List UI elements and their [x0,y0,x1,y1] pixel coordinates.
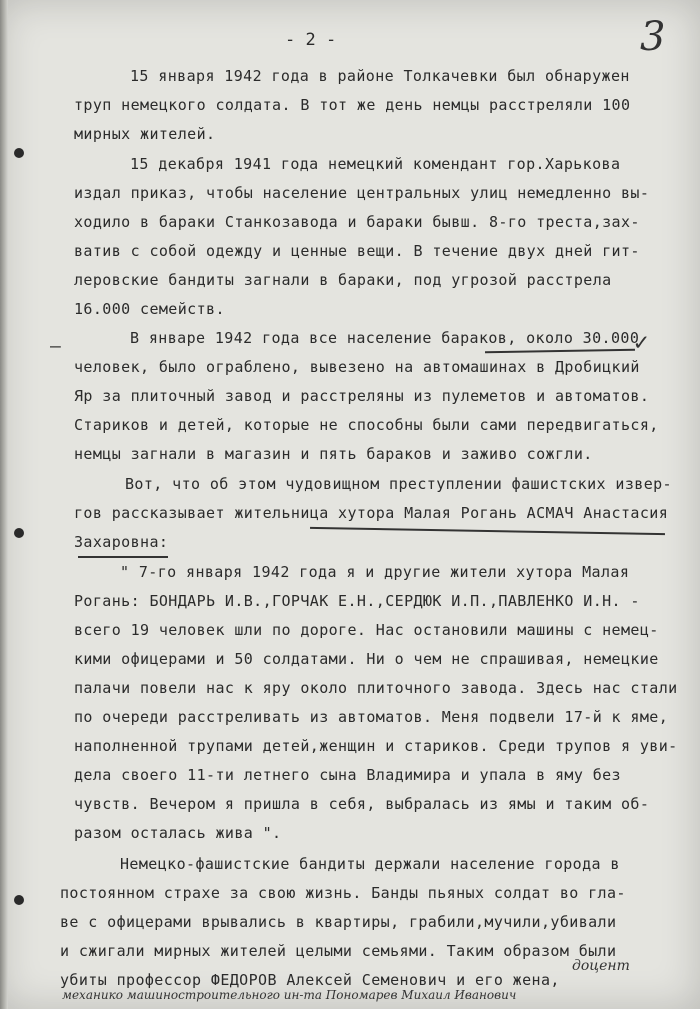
margin-dash-mark: — [50,336,61,357]
text-line: ходило в бараки Станкозавода и бараки бывш. 8-го треста,зах- [74,213,640,231]
text-line: чувств. Вечером я пришла в себя, выбралась из ямы и таким об- [74,795,650,813]
text-line: ватив с собой одежду и ценные вещи. В течение двух дней гит- [74,242,640,260]
text-line: разом осталась жива ". [74,824,282,842]
page-number: - 2 - [285,30,337,50]
text-line: всего 19 человек шли по дороге. Нас остановили машины с немец- [74,621,659,639]
text-line: дела своего 11-ти летнего сына Владимира и упала в яму без [74,766,621,784]
text-line: гов рассказывает жительница хутора Малая Рогань АСМАЧ Анастасия [74,504,669,522]
text-line: убиты профессор ФЕДОРОВ Алексей Семенович и его жена, [60,971,560,989]
text-line: мирных жителей. [74,125,216,143]
text-line: наполненной трупами детей,женщин и стариков. Среди трупов я уви- [74,737,678,755]
handwritten-insert: механико машиностроительного ин-та Пономарев Михаил Иванович [62,988,517,1002]
text-line: труп немецкого солдата. В тот же день немцы расстреляли 100 [74,96,631,114]
text-line: леровские бандиты загнали в бараки, под угрозой расстрела [74,271,612,289]
text-line: 15 января 1942 года в районе Толкачевки был обнаружен [130,67,630,85]
text-line: " 7-го января 1942 года я и другие жители хутора Малая [120,563,630,581]
text-line: В январе 1942 года все население бараков, около 30.000 [130,329,640,347]
text-line: по очереди расстреливать из автоматов. Меня подвели 17-й к яме, [74,708,669,726]
text-line: Вот, что об этом чудовищном преступлении фашистских извер- [125,475,672,493]
text-line: постоянном страхе за свою жизнь. Банды пьяных солдат во гла- [60,884,626,902]
text-line: Рогань: БОНДАРЬ И.В.,ГОРЧАК Е.Н.,СЕРДЮК И.П.,ПАВЛЕНКО И.Н. - [74,592,640,610]
text-line: человек, было ограблено, вывезено на автомашинах в Дробицкий [74,358,640,376]
text-line: ве с офицерами врывались в квартиры, грабили,мучили,убивали [60,913,617,931]
punch-hole [14,528,24,538]
punch-hole [14,895,24,905]
text-line: Стариков и детей, которые не способны были сами передвигаться, [74,416,659,434]
text-line: 15 декабря 1941 года немецкий комендант гор.Харькова [130,155,621,173]
handwritten-insert: доцент [572,958,630,974]
punch-hole [14,148,24,158]
check-mark-icon: ✓ [634,328,649,356]
text-line: 16.000 семейств. [74,300,225,318]
text-line: Яр за плиточный завод и расстреляны из пулеметов и автоматов. [74,387,650,405]
handwritten-underline [78,556,168,558]
text-line: кими офицерами и 50 солдатами. Ни о чем не спрашивая, немецкие [74,650,659,668]
handwritten-page-mark: 3 [640,14,666,60]
text-line: и сжигали мирных жителей целыми семьями. Таким образом были [60,942,617,960]
text-line: издал приказ, чтобы население центральных улиц немедленно вы- [74,184,650,202]
text-line: немцы загнали в магазин и пять бараков и заживо сожгли. [74,445,593,463]
text-line: Захаровна: [74,533,169,551]
text-line: Немецко-фашистские бандиты держали население города в [120,855,620,873]
text-line: палачи повели нас к яру около плиточного завода. Здесь нас стали [74,679,678,697]
handwritten-underline [485,349,635,354]
